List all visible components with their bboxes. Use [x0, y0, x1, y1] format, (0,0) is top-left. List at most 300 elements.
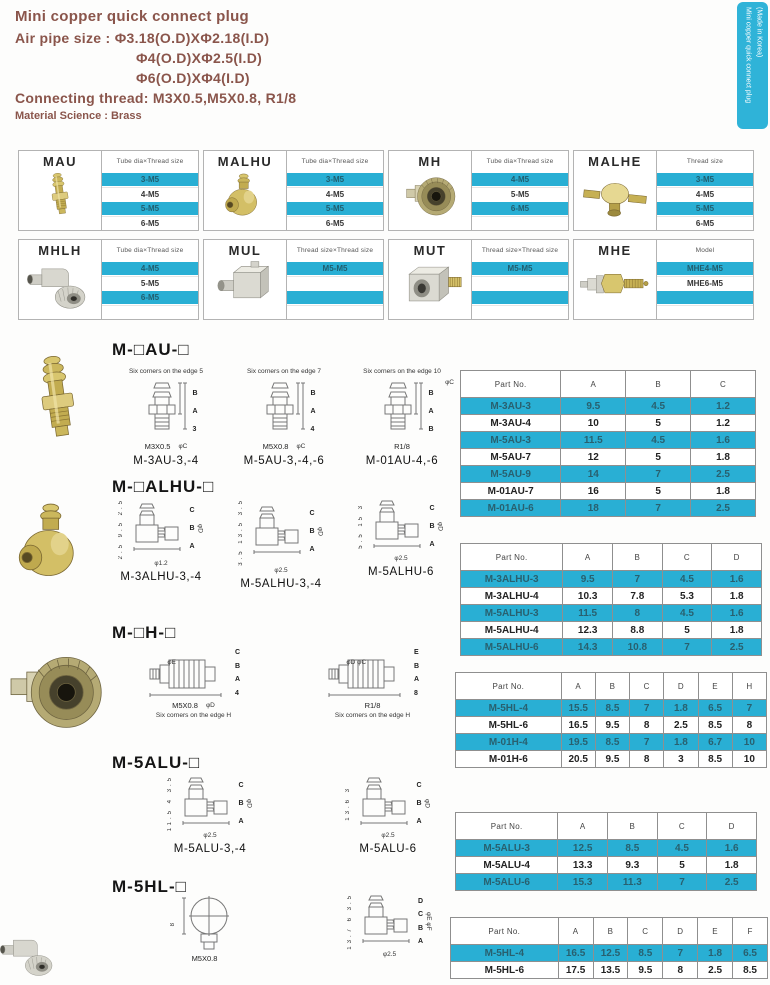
dim-value: 8.5 — [733, 962, 768, 979]
schematic-drawing — [370, 381, 426, 441]
dim-label: φD — [436, 521, 444, 531]
product-photo-box — [388, 150, 472, 231]
dim-value: 7 — [662, 639, 712, 656]
column-header: C — [628, 918, 663, 945]
column-header: D — [712, 544, 762, 571]
product-name: MHE — [598, 243, 632, 258]
part-no: M-01AU-6 — [461, 500, 561, 517]
column-header: C — [657, 813, 707, 840]
dim-value: 4.5 — [626, 432, 691, 449]
product-spec-header: Model — [695, 247, 715, 254]
dim-value: 8 — [663, 962, 698, 979]
column-header: A — [558, 813, 608, 840]
dim-letter: A — [428, 407, 434, 415]
dim-letter: B — [416, 799, 422, 807]
dim-letter: B — [417, 924, 424, 932]
dim-values: 5.5 15 3 — [358, 503, 365, 549]
drawing-caption: M-5AU-3,-4,-6 — [243, 455, 325, 467]
product-spec-row: 3-M5 — [657, 172, 753, 187]
product-spec-row: 6-M5 — [657, 216, 753, 230]
product-cell-mut — [388, 239, 569, 320]
table-row — [461, 639, 762, 656]
dim-label: φD — [316, 527, 324, 537]
product-spec-row — [472, 276, 568, 290]
dim-letter: C — [238, 781, 244, 789]
product-spec-row — [472, 305, 568, 319]
dim-letter: A — [234, 676, 241, 684]
dim-label: φE — [167, 659, 176, 666]
section-title-alu: M-5ALU-□ — [112, 753, 201, 772]
product-spec-header: Thread size×Thread size — [296, 247, 374, 254]
product-spec-header: Thread size — [686, 158, 724, 165]
dim-letter: E — [413, 649, 419, 657]
dim-letters — [189, 502, 194, 556]
dim-values: 13.7 6 3.5 — [346, 893, 353, 950]
dim-value: 10 — [732, 734, 766, 751]
bore-label: φ2.5 — [394, 555, 408, 562]
column-header: Part No. — [461, 371, 561, 398]
dim-values: 11.5 4 3.5 — [167, 775, 174, 832]
dim-value: 8.5 — [607, 840, 657, 857]
bore-label: φC — [296, 443, 306, 450]
part-no: M-5ALU-4 — [456, 857, 558, 874]
drawings-h — [112, 646, 454, 719]
dim-value: 7 — [630, 734, 664, 751]
dim-value: 1.8 — [698, 945, 733, 962]
column-header: C — [691, 371, 756, 398]
dim-letter: B — [428, 425, 434, 433]
table-row — [461, 571, 762, 588]
drawing-note: Six corners on the edge 5 — [128, 368, 204, 375]
part-no: M-5ALHU-6 — [461, 639, 563, 656]
dim-letters — [429, 499, 434, 553]
dim-value: 1.8 — [664, 734, 698, 751]
dim-letter: C — [429, 504, 435, 512]
product-photo-box — [203, 150, 287, 231]
product-spec-row: 5-M5 — [102, 201, 198, 216]
dim-value: 7 — [657, 874, 707, 891]
table-row — [461, 500, 756, 517]
dim-label: φE φF — [425, 912, 433, 931]
dim-letters — [238, 776, 243, 830]
part-no: M-5ALU-6 — [456, 874, 558, 891]
dim-values: 2.5 9.5 2.5 — [118, 498, 125, 560]
part-no: M-5ALHU-4 — [461, 622, 563, 639]
tech-drawing — [316, 775, 460, 855]
dim-letter: 8 — [413, 689, 418, 697]
table-row — [461, 622, 762, 639]
dim-value: 1.2 — [691, 398, 756, 415]
product-photo-straight — [19, 169, 101, 224]
schematic-drawing — [252, 381, 308, 441]
dim-value: 4.5 — [626, 398, 691, 415]
product-cell-malhu — [203, 150, 384, 231]
bore-label: φC — [178, 443, 188, 450]
dim-value: 12.5 — [593, 945, 628, 962]
dim-letter: B — [310, 389, 316, 397]
dim-value: 11.3 — [607, 874, 657, 891]
dim-value: 3 — [664, 751, 698, 768]
part-no: M-5HL-6 — [451, 962, 559, 979]
product-spec-row: M5-M5 — [287, 261, 383, 276]
product-name: MAU — [42, 154, 78, 169]
drawing-note: Six corners on the edge 7 — [246, 368, 322, 375]
dim-value: 12.3 — [563, 622, 613, 639]
tech-drawing — [317, 893, 462, 963]
table-row — [456, 751, 767, 768]
thread-label: R1/8 — [364, 701, 381, 710]
product-cell-mhlh — [18, 239, 199, 320]
product-photo-box — [573, 239, 657, 320]
product-spec-row — [287, 305, 383, 319]
product-name: MALHE — [588, 154, 642, 169]
dim-letter: C — [309, 510, 315, 518]
table-row — [461, 466, 756, 483]
air-pipe-size-2: Φ4(O.D)XΦ2.5(I.D) — [136, 50, 263, 66]
dim-value: 15.5 — [561, 700, 595, 717]
thread-label: M5X0.8 — [172, 701, 198, 710]
dim-value: 2.5 — [664, 717, 698, 734]
dim-value: 5 — [657, 857, 707, 874]
dim-letters — [414, 646, 419, 700]
dim-value: 1.6 — [712, 571, 762, 588]
drawing-body — [134, 381, 197, 441]
dim-value: 14.3 — [563, 639, 613, 656]
product-cell-mul — [203, 239, 384, 320]
product-spec-row: 4-M5 — [102, 261, 198, 276]
part-no: M-5AU-3 — [461, 432, 561, 449]
bore-label: φ2.5 — [382, 950, 397, 958]
dim-letter: A — [417, 938, 424, 946]
drawings-alu — [138, 775, 460, 855]
dim-value: 9.5 — [628, 962, 663, 979]
dim-value: 9.5 — [595, 717, 629, 734]
dim-label: φD — [196, 524, 204, 534]
drawing-body — [118, 498, 203, 559]
dim-value: 16.5 — [561, 717, 595, 734]
drawing-labels — [365, 701, 381, 710]
drawing-labels — [381, 832, 394, 839]
dim-value: 6.7 — [698, 734, 732, 751]
dim-value: 7.8 — [612, 588, 662, 605]
dim-letters — [235, 646, 240, 700]
bore-label: φD — [205, 702, 215, 709]
tech-drawing — [228, 368, 340, 467]
dim-value: 8.5 — [595, 734, 629, 751]
dim-value: 8.8 — [612, 622, 662, 639]
bore-label: φ2.5 — [274, 566, 288, 574]
drawing-body — [238, 498, 323, 566]
product-photo-box — [388, 239, 472, 320]
table-hl — [450, 917, 768, 979]
photo-knurled-fitting — [0, 645, 110, 742]
table-row — [461, 398, 756, 415]
corner-tab — [737, 2, 768, 129]
column-header: D — [707, 813, 757, 840]
dim-value: 1.6 — [707, 840, 757, 857]
dim-letters — [310, 384, 315, 438]
dim-value: 19.5 — [561, 734, 595, 751]
thread-label: M3X0.5 — [144, 442, 171, 451]
product-spec-table — [102, 150, 199, 231]
product-photo-box — [203, 239, 287, 320]
dim-value: 13.3 — [558, 857, 608, 874]
drawing-body — [358, 498, 443, 554]
dim-value: 15.3 — [558, 874, 608, 891]
part-no: M-3AU-3 — [461, 398, 561, 415]
dim-value: 7 — [663, 945, 698, 962]
dim-letter: A — [310, 407, 316, 415]
dim-label: φC — [445, 379, 454, 386]
product-photo-tee — [574, 169, 656, 224]
table-row — [456, 717, 767, 734]
schematic-drawing — [177, 893, 239, 953]
product-spec-row: MHE6-M5 — [657, 276, 753, 290]
part-no: M-3ALHU-3 — [461, 571, 563, 588]
dim-value: 20.5 — [561, 751, 595, 768]
tech-drawing — [138, 775, 282, 855]
corner-tab-title: Mini copper quick connect plug — [744, 7, 752, 104]
product-name: MUL — [228, 243, 262, 258]
product-name: MUT — [413, 243, 447, 258]
drawing-note: Six corners on the edge H — [155, 712, 232, 719]
part-no: M-5ALHU-3 — [461, 605, 563, 622]
product-photo-box — [18, 150, 102, 231]
product-spec-table — [472, 150, 569, 231]
part-no: M-5AU-9 — [461, 466, 561, 483]
corner-tab-origin: (Made in Korea) — [755, 7, 763, 58]
dim-letters — [192, 384, 197, 438]
dim-value: 1.8 — [707, 857, 757, 874]
product-spec-row — [472, 216, 568, 230]
product-photo-block — [204, 258, 286, 313]
product-photo-hex — [574, 258, 656, 313]
drawing-labels — [394, 555, 407, 562]
product-spec-row: 5-M5 — [102, 276, 198, 290]
drawing-labels — [145, 442, 188, 451]
column-header: F — [733, 918, 768, 945]
product-spec-row — [657, 305, 753, 319]
column-header: A — [558, 918, 593, 945]
column-header: C — [662, 544, 712, 571]
product-spec-table — [657, 150, 754, 231]
dim-value: 8.5 — [698, 751, 732, 768]
drawing-labels — [172, 701, 215, 710]
column-header: B — [593, 918, 628, 945]
bore-label: φ2.5 — [381, 832, 395, 839]
dim-value: 1.8 — [712, 588, 762, 605]
drawing-body — [147, 646, 240, 700]
table-alhu — [460, 543, 762, 656]
table-row — [461, 415, 756, 432]
dim-value: 2.5 — [691, 466, 756, 483]
dim-value: 1.8 — [691, 449, 756, 466]
part-no: M-01H-4 — [456, 734, 562, 751]
section-title-alhu: M-□ALHU-□ — [112, 477, 215, 496]
dim-value: 10.8 — [612, 639, 662, 656]
drawing-caption: M-5ALU-3,-4 — [173, 843, 247, 856]
schematic-drawing — [174, 775, 236, 831]
material-line: Material Science : Brass — [15, 110, 142, 122]
product-spec-row: 4-M5 — [102, 187, 198, 201]
drawing-body — [345, 775, 430, 831]
dim-value: 8 — [612, 605, 662, 622]
table-row — [451, 962, 768, 979]
product-photo-elbowknurl — [19, 258, 101, 313]
dim-value: 4.5 — [657, 840, 707, 857]
dim-values: 8 — [170, 919, 176, 927]
photo-elbow-fitting — [8, 498, 98, 590]
part-no: M-5HL-4 — [456, 700, 562, 717]
dim-value: 1.6 — [712, 605, 762, 622]
dimension-table — [455, 672, 767, 768]
dim-values: 13.6 3 — [345, 785, 352, 821]
dim-value: 7 — [732, 700, 766, 717]
dim-value: 5 — [626, 483, 691, 500]
product-spec-table — [102, 239, 199, 320]
section-title-h: M-□H-□ — [112, 623, 177, 642]
dim-value: 6.5 — [698, 700, 732, 717]
product-spec-row: 3-M5 — [102, 172, 198, 187]
thread-label: M5X0.8 — [191, 954, 218, 963]
dim-letter: 4 — [234, 689, 239, 697]
schematic-drawing — [147, 646, 233, 700]
product-spec-row: 5-M5 — [657, 201, 753, 216]
drawing-caption: M-5ALU-6 — [359, 843, 417, 855]
air-pipe-size-line — [15, 30, 296, 46]
drawings-au — [110, 368, 458, 467]
product-spec-header: Thread size×Thread size — [481, 247, 559, 254]
tech-drawing — [104, 498, 218, 590]
table-row — [456, 874, 757, 891]
product-spec-row: 4-M5 — [472, 172, 568, 187]
dim-letter: C — [417, 911, 424, 919]
product-cell-mau — [18, 150, 199, 231]
column-header: Part No. — [461, 544, 563, 571]
column-header: D — [663, 918, 698, 945]
table-row — [461, 588, 762, 605]
tech-drawing — [346, 368, 458, 467]
tech-drawing — [224, 498, 338, 590]
dim-label: φD φC — [346, 659, 367, 666]
dim-letter: B — [413, 662, 420, 670]
dimension-table — [455, 812, 757, 891]
dim-letter: 4 — [310, 425, 315, 433]
dim-value: 8 — [630, 717, 664, 734]
dim-value: 1.8 — [664, 700, 698, 717]
dim-letters — [428, 384, 433, 438]
product-spec-row: 3-M5 — [287, 172, 383, 187]
part-no: M-5ALU-3 — [456, 840, 558, 857]
product-spec-table — [657, 239, 754, 320]
dim-value: 16.5 — [558, 945, 593, 962]
dim-letter: A — [429, 540, 435, 548]
schematic-drawing — [245, 504, 307, 560]
schematic-drawing — [352, 775, 414, 831]
dim-value: 16 — [561, 483, 626, 500]
drawing-body — [370, 381, 433, 441]
dim-value: 10 — [732, 751, 766, 768]
thread-label: R1/8 — [394, 442, 410, 451]
table-au — [460, 370, 756, 517]
dim-value: 2.5 — [712, 639, 762, 656]
air-pipe-size-3: Φ6(O.D)XΦ4(I.D) — [136, 70, 250, 86]
dim-letter: B — [429, 522, 435, 530]
product-spec-row — [472, 290, 568, 305]
part-no: M-01AU-7 — [461, 483, 561, 500]
dim-value: 2.5 — [707, 874, 757, 891]
drawing-labels — [394, 442, 410, 451]
table-row — [461, 605, 762, 622]
product-photo-box — [18, 239, 102, 320]
part-no: M-5HL-6 — [456, 717, 562, 734]
section-title-au: M-□AU-□ — [112, 340, 190, 359]
thread-label: M5X0.8 — [262, 442, 289, 451]
product-spec-header: Tube dia×Thread size — [116, 158, 184, 165]
dim-value: 8.5 — [595, 700, 629, 717]
drawings-hl — [132, 893, 462, 963]
drawing-labels — [203, 832, 216, 839]
table-row — [456, 857, 757, 874]
dim-value: 9.5 — [563, 571, 613, 588]
drawing-body — [167, 775, 252, 831]
product-spec-header: Tube dia×Thread size — [486, 158, 554, 165]
dim-value: 9.3 — [607, 857, 657, 874]
drawing-labels — [263, 442, 306, 451]
drawing-body — [170, 893, 239, 953]
dim-value: 4.5 — [662, 571, 712, 588]
dim-letter: B — [234, 662, 241, 670]
dim-letter: A — [238, 817, 244, 825]
drawing-caption: M-5ALHU-3,-4 — [240, 577, 322, 590]
dim-value: 12 — [561, 449, 626, 466]
schematic-drawing — [326, 646, 412, 700]
dim-label: φD — [245, 798, 253, 808]
product-name: MHLH — [38, 243, 82, 258]
dim-letters — [309, 505, 314, 559]
table-row — [456, 734, 767, 751]
connecting-thread-line: Connecting thread: M3X0.5,M5X0.8, R1/8 — [15, 90, 297, 106]
column-header: B — [607, 813, 657, 840]
column-header: A — [561, 371, 626, 398]
dim-value: 11.5 — [563, 605, 613, 622]
product-photo-elbow — [204, 169, 286, 224]
part-no: M-5HL-4 — [451, 945, 559, 962]
bore-label: φ2.5 — [203, 832, 217, 840]
column-header: E — [698, 673, 732, 700]
dim-value: 11.5 — [561, 432, 626, 449]
dim-letter: B — [309, 528, 315, 536]
product-cell-malhe — [573, 150, 754, 231]
dim-value: 10 — [561, 415, 626, 432]
table-row — [456, 700, 767, 717]
dim-letter: B — [238, 799, 244, 807]
drawing-caption: M-01AU-4,-6 — [365, 455, 439, 467]
dim-value: 10.3 — [563, 588, 613, 605]
drawing-body — [326, 646, 419, 700]
table-row — [461, 432, 756, 449]
schematic-drawing — [125, 501, 187, 557]
dim-letter: A — [189, 543, 195, 551]
dim-letters — [418, 894, 423, 948]
column-header: D — [664, 673, 698, 700]
dim-letter: B — [428, 389, 434, 397]
drawing-caption: M-5ALHU-6 — [367, 566, 435, 578]
column-header: A — [561, 673, 595, 700]
drawing-note: Six corners on the edge 10 — [363, 368, 441, 375]
dim-value: 5.3 — [662, 588, 712, 605]
dimension-table — [460, 543, 762, 656]
